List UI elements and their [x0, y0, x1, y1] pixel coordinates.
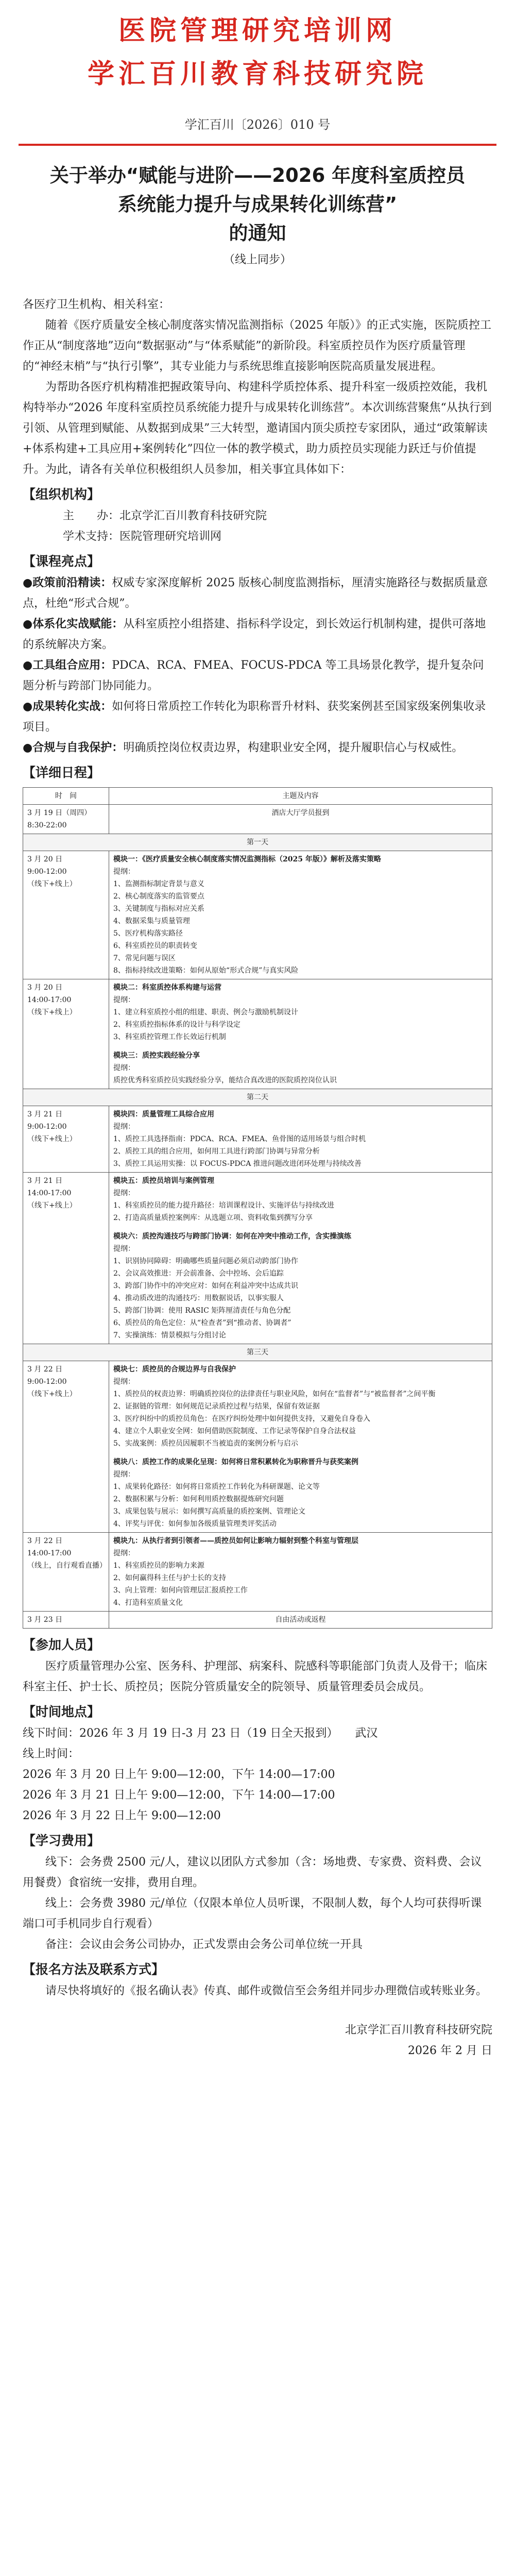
intro-paragraph-2: 为帮助各医疗机构精准把握政策导向、构建科学质控体系、提升科室一级质控效能，我机构特举办“2026 年度科室质控员系统能力提升与成果转化训练营”。本次训练营聚焦“从执行到引领、从管理到赋能、从数据到成果”三大转型，邀请国内顶尖质控专家团队，通过“政策解读+体系构建+工具应用+案例转化”四位一体的教学模式，助力质控员实现能力跃迁与价值提升。为此，请各有关单位积极组织人员参加，相关事宜具体如下： — [23, 381, 492, 476]
closing-date: 2026 年 2 月 日 — [408, 2044, 492, 2057]
module-item: 1、成果转化路径：如何将日常质控工作转化为科研课题、论文等 — [113, 1483, 320, 1491]
highlight-item — [23, 655, 492, 697]
module-item: 4、评奖与评优：如何参加各级质量管理类评奖活动 — [113, 1520, 277, 1528]
module-item: 2、核心制度落实的监管要点 — [113, 892, 204, 901]
module-item: 4、数据采集与质量管理 — [113, 917, 190, 925]
org-support-label: 学术支持： — [63, 530, 120, 543]
module-item: 提纲： — [113, 1189, 135, 1197]
module-item: 2、会议高效推进：开会前准备、会中控场、会后追踪 — [113, 1269, 284, 1278]
schedule-content — [109, 979, 492, 1089]
schedule-module — [113, 1363, 488, 1450]
org-host-label: 主 办： — [63, 510, 120, 522]
participants-text: 医疗质量管理办公室、医务科、护理部、病案科、院感科等职能部门负责人及骨干；临床科室主任、护士长、质控员；医院分管质量安全的院领导、质量管理委员会成员。 — [23, 1660, 488, 1693]
org-host-value: 北京学汇百川教育科技研究院 — [119, 510, 267, 522]
org-host — [23, 506, 492, 527]
schedule-row — [23, 1173, 492, 1344]
highlight-label: ●成果转化实战： — [23, 700, 112, 713]
module-item: 提纲： — [113, 1549, 135, 1557]
module-item: 2、证据链的管理：如何规范记录质控过程与结果，保留有效证据 — [113, 1402, 320, 1411]
schedule-time: 3 月 22 日 9:00-12:00 （线下+线上） — [23, 1361, 109, 1533]
schedule-row — [23, 851, 492, 979]
schedule-registration-row — [23, 805, 492, 834]
schedule-day-row — [23, 1344, 492, 1361]
schedule-day-label: 第一天 — [23, 834, 492, 851]
module-item: 4、建立个人职业安全网：如何借助医院制度、工作记录等保护自身合法权益 — [113, 1427, 356, 1435]
module-item: 3、质控工具运用实操：以 FOCUS-PDCA 推进问题改进闭环处理与持续改善 — [113, 1160, 362, 1168]
closing-signature — [23, 2020, 492, 2061]
schedule-module — [113, 1175, 488, 1224]
notice-title-line-2: 系统能力提升与成果转化训练营” — [117, 193, 398, 215]
module-item: 7、常见问题与误区 — [113, 954, 176, 962]
module-item: 1、质控工具选择指南：PDCA、RCA、FMEA、鱼骨图的适用场景与组合时机 — [113, 1135, 366, 1143]
notice-title-line-1: 关于举办“赋能与进阶——2026 年度科室质控员 — [49, 164, 466, 187]
schedule-day-label: 第三天 — [23, 1344, 492, 1361]
module-item: 2、打造高质量质控案例库：从选题立项、资料收集到撰写分享 — [113, 1214, 313, 1222]
highlight-item — [23, 738, 492, 758]
module-item: 3、科室质控管理工作长效运行机制 — [113, 1033, 226, 1041]
schedule-day-label: 第二天 — [23, 1089, 492, 1106]
offline-time-label: 线下时间： — [23, 1727, 80, 1740]
module-item: 8、指标持续改进策略：如何从原始“形式合规”与真实风险 — [113, 967, 299, 975]
section-heading-participants: 【参加人员】 — [23, 1637, 100, 1652]
closing-org: 北京学汇百川教育科技研究院 — [345, 2024, 492, 2037]
schedule-content — [109, 851, 492, 979]
notice-title — [0, 161, 515, 248]
module-item: 2、质控工具的组合应用，如何用工具进行跨部门协调与异常分析 — [113, 1147, 320, 1156]
schedule-day-row — [23, 834, 492, 851]
module-item: 1、科室质控员的影响力来源 — [113, 1562, 204, 1570]
highlight-label: ●工具组合应用： — [23, 659, 112, 672]
module-item: 1、监测指标制定背景与意义 — [113, 880, 204, 888]
notice-body — [0, 295, 515, 2061]
module-item: 6、科室质控员的职责转变 — [113, 942, 197, 950]
module-item: 提纲： — [113, 868, 135, 876]
highlight-label: ●政策前沿精读： — [23, 577, 112, 589]
section-heading-highlights: 【课程亮点】 — [23, 554, 100, 569]
highlight-text: 从科室质控小组搭建、指标科学设定，到长效运行机制构建，提供可落地的系统解决方案。 — [23, 618, 486, 651]
schedule-header-row — [23, 788, 492, 805]
schedule-module — [113, 1108, 488, 1170]
module-item: 1、建立科室质控小组的组建、职责、例会与激励机制设计 — [113, 1008, 298, 1016]
module-item: 提纲： — [113, 1378, 135, 1386]
online-time-1: 2026 年 3 月 20 日上午 9:00—12:00，下午 14:00—17:00 — [23, 1768, 335, 1781]
module-item: 3、医疗纠纷中的质控员角色：在医疗纠纷处理中如何提供支持，又避免自身卷入 — [113, 1415, 370, 1423]
schedule-time: 3 月 21 日 14:00-17:00 （线下+线上） — [23, 1173, 109, 1344]
fee-note: 备注：会议由会务公司协办，正式发票由会务公司单位统一开具 — [45, 1938, 363, 1951]
schedule-table — [23, 787, 492, 1629]
online-sync-note: （线上同步） — [223, 253, 291, 266]
schedule-time: 3 月 21 日 9:00-12:00 （线下+线上） — [23, 1106, 109, 1173]
schedule-module — [113, 853, 488, 977]
highlight-text: PDCA、RCA、FMEA、FOCUS-PDCA 等工具场景化教学，提升复杂问题分析与跨部门协同能力。 — [23, 659, 484, 692]
module-title: 模块九：从执行者到引领者——质控员如何让影响力辐射到整个科室与管理层 — [113, 1537, 358, 1545]
module-item: 1、质控员的权责边界：明确质控岗位的法律责任与职业风险，如何在“监督者”与“被监督者”之间平衡 — [113, 1390, 436, 1398]
highlight-item — [23, 573, 492, 614]
module-title: 模块六：质控沟通技巧与跨部门协调：如何在冲突中推动工作，含实操演练 — [113, 1232, 351, 1241]
schedule-time: 3 月 22 日 14:00-17:00 （线上，自行观看直播） — [23, 1533, 109, 1612]
module-title: 模块五：质控员培训与案例管理 — [113, 1177, 214, 1185]
module-item: 提纲： — [113, 1245, 135, 1253]
org-support-value: 医院管理研究培训网 — [119, 530, 222, 543]
module-item: 2、科室质控指标体系的设计与科学设定 — [113, 1021, 241, 1029]
schedule-row — [23, 1106, 492, 1173]
module-item: 3、跨部门协作中的冲突应对：如何在利益冲突中达成共识 — [113, 1282, 298, 1290]
schedule-row — [23, 1361, 492, 1533]
schedule-content — [109, 1106, 492, 1173]
module-item: 1、识别协同障碍：明确哪些质量问题必须启动跨部门协作 — [113, 1257, 298, 1265]
highlight-label: ●合规与自我保护： — [23, 741, 124, 754]
document-number: 学汇百川〔2026〕010 号 — [184, 117, 331, 132]
module-item: 2、如何赢得科主任与护士长的支持 — [113, 1574, 226, 1582]
highlights-list — [23, 573, 492, 758]
signup-text: 请尽快将填好的《报名确认表》传真、邮件或微信至会务组并同步办理微信或转账业务。 — [45, 1985, 488, 1997]
module-item: 提纲： — [113, 1064, 135, 1072]
module-item: 提纲： — [113, 996, 135, 1004]
schedule-module — [113, 1230, 488, 1342]
module-item: 3、向上管理：如何向管理层汇报质控工作 — [113, 1586, 248, 1595]
schedule-module — [113, 1456, 488, 1530]
schedule-day-row — [23, 1089, 492, 1106]
salutation: 各医疗卫生机构、相关科室： — [23, 298, 170, 311]
online-time-3: 2026 年 3 月 22 日上午 9:00—12:00 — [23, 1809, 221, 1822]
org-support — [23, 527, 492, 547]
online-time-label: 线上时间： — [23, 1748, 80, 1760]
schedule-row — [23, 1533, 492, 1612]
schedule-module — [113, 1049, 488, 1087]
highlight-item — [23, 697, 492, 738]
section-heading-org: 【组织机构】 — [23, 487, 100, 502]
module-item: 5、实战案例：质控员因履职不当被追责的案例分析与启示 — [113, 1439, 298, 1448]
module-item: 1、科室质控员的能力提升路径：培训课程设计、实施评估与持续改进 — [113, 1201, 334, 1210]
module-title: 模块八：质控工作的成果化呈现：如何将日常积累转化为职称晋升与获奖案例 — [113, 1458, 358, 1466]
module-item: 2、数据积累与分析：如何利用质控数据提炼研究问题 — [113, 1495, 284, 1503]
section-heading-fees: 【学习费用】 — [23, 1833, 100, 1848]
registration-time: 3 月 19 日（周四） 8:30-22:00 — [23, 805, 109, 834]
module-title: 模块七：质控员的合规边界与自我保护 — [113, 1365, 236, 1374]
schedule-content — [109, 1361, 492, 1533]
fee-offline: 线下：会务费 2500 元/人，建议以团队方式参加（含：场地费、专家费、资料费、会议用餐费）食宿统一安排，费用自理。 — [23, 1856, 482, 1889]
module-item: 7、实操演练：情景模拟与分组讨论 — [113, 1331, 226, 1340]
red-divider — [19, 144, 496, 146]
module-title: 模块四：质量管理工具综合应用 — [113, 1110, 214, 1118]
offline-time — [23, 1723, 492, 1744]
header-title-1: 医院管理研究培训网 — [118, 15, 397, 46]
intro-paragraph-1: 随着《医疗质量安全核心制度落实情况监测指标（2025 年版）》的正式实施，医院质控工作正从“制度落地”迈向“数据驱动”与“体系赋能”的新阶段。科室质控员作为医疗质量管理的“神经末梢”与“执行引擎”，其专业能力与系统思维直接影响医院高质量发展进程。 — [23, 319, 491, 373]
section-heading-schedule: 【详细日程】 — [23, 765, 100, 780]
schedule-content — [109, 1533, 492, 1612]
module-item: 提纲： — [113, 1470, 135, 1479]
schedule-row — [23, 979, 492, 1089]
offline-time-value: 2026 年 3 月 19 日-3 月 23 日（19 日全天报到） 武汉 — [79, 1727, 378, 1740]
highlight-text: 权威专家深度解析 2025 版核心制度监测指标，厘清实施路径与数据质量意点，杜绝“形式合规”。 — [23, 577, 488, 610]
module-title: 模块二：科室质控体系构建与运营 — [113, 984, 221, 992]
schedule-time: 3 月 20 日 14:00-17:00 （线下+线上） — [23, 979, 109, 1089]
section-heading-time-place: 【时间地点】 — [23, 1704, 100, 1719]
module-item: 5、医疗机构落实路径 — [113, 929, 183, 938]
module-item: 5、跨部门协调：使用 RASIC 矩阵厘清责任与角色分配 — [113, 1307, 291, 1315]
highlight-text: 明确质控岗位权责边界，构建职业安全网，提升履职信心与权威性。 — [123, 741, 464, 754]
module-title: 模块一：《医疗质量安全核心制度落实情况监测指标（2025 年版）》解析及落实策略 — [113, 855, 381, 863]
schedule-content — [109, 1173, 492, 1344]
schedule-module — [113, 1535, 488, 1609]
notice-title-line-3: 的通知 — [229, 222, 286, 244]
schedule-end-row — [23, 1612, 492, 1629]
highlight-item — [23, 614, 492, 655]
schedule-module — [113, 981, 488, 1043]
module-item: 质控优秀科室质控员实践经验分享，能结合真改进的医院质控岗位认识 — [113, 1076, 337, 1084]
highlight-label: ●体系化实战赋能： — [23, 618, 124, 631]
schedule-time: 3 月 20 日 9:00-12:00 （线下+线上） — [23, 851, 109, 979]
module-item: 提纲： — [113, 1123, 135, 1131]
header-title-2: 学汇百川教育科技研究院 — [87, 59, 427, 90]
highlight-text: 如何将日常质控工作转化为职称晋升材料、获奖案例甚至国家级案例集收录项目。 — [23, 700, 486, 734]
schedule-header-topic: 主题及内容 — [109, 788, 492, 805]
module-item: 4、推动质改进的沟通技巧：用数据说话，以事实服人 — [113, 1294, 284, 1302]
module-title: 模块三：质控实践经验分享 — [113, 1052, 200, 1060]
module-item: 3、关键制度与指标对应关系 — [113, 905, 204, 913]
module-item: 6、质控员的角色定位：从“检查者”到“推动者、协调者” — [113, 1319, 291, 1327]
online-time-2: 2026 年 3 月 21 日上午 9:00—12:00，下午 14:00—17:00 — [23, 1789, 335, 1802]
end-topic: 自由活动或返程 — [109, 1612, 492, 1629]
schedule-header-time: 时 间 — [23, 788, 109, 805]
fee-online: 线上：会务费 3980 元/单位（仅限本单位人员听课，不限制人数，每个人均可获得听课端口可手机同步自行观看） — [23, 1897, 482, 1930]
registration-topic: 酒店大厅学员报到 — [109, 805, 492, 834]
end-time: 3 月 23 日 — [23, 1612, 109, 1629]
section-heading-signup: 【报名方法及联系方式】 — [23, 1962, 165, 1977]
module-item: 3、成果包装与展示：如何撰写高质量的质控案例、管理论文 — [113, 1507, 305, 1516]
module-item: 4、打造科室质量文化 — [113, 1599, 183, 1607]
